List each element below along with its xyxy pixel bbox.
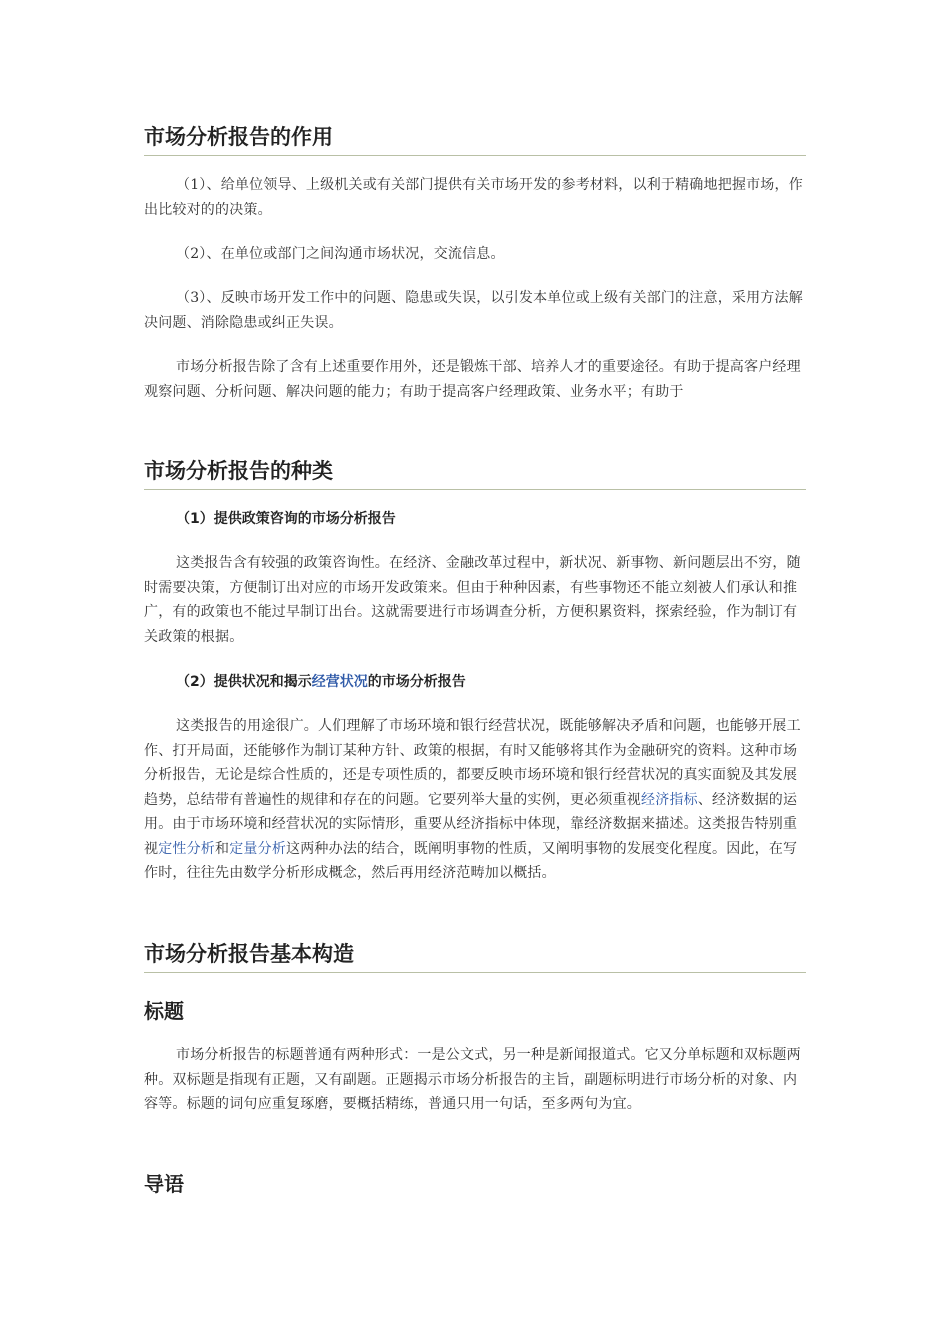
section-title-role: 市场分析报告的作用 (144, 122, 806, 156)
subheading-title: 标题 (144, 999, 184, 1023)
list-item-heading (176, 672, 806, 692)
section-title-types: 市场分析报告的种类 (144, 456, 806, 490)
link-business-status[interactable]: 经营状况 (311, 674, 368, 690)
paragraph: （3）、反映市场开发工作中的问题、隐患或失误，以引发本单位或上级有关部门的注意，采用方法解决问题、消除隐患或纠正失误。 (144, 290, 803, 331)
link-quantitative-analysis[interactable]: 定量分析 (229, 840, 287, 857)
paragraph: （2）、在单位或部门之间沟通市场状况，交流信息。 (176, 246, 505, 262)
subheading-lead: 导语 (144, 1172, 184, 1196)
item-text: （2）提供状况和揭示 (176, 674, 312, 690)
list-item-heading: （1）提供政策咨询的市场分析报告 (176, 511, 396, 527)
section-title-structure: 市场分析报告基本构造 (144, 939, 806, 973)
link-qualitative-analysis[interactable]: 定性分析 (158, 840, 216, 857)
paragraph: （1）、给单位领导、上级机关或有关部门提供有关市场开发的参考材料，以利于精确地把握市场，作出比较对的的决策。 (144, 177, 803, 218)
paragraph: 这类报告含有较强的政策咨询性。在经济、金融改革过程中，新状况、新事物、新问题层出不穷，随时需要决策，方便制订出对应的市场开发政策来。但由于种种因素，有些事物还不能立刻被人们承认和推广，有的政策也不能过早制订出台。这就需要进行市场调查分析，方便积累资料，探索经验，作为制订有关政策的根据。 (144, 555, 801, 645)
paragraph (144, 714, 806, 886)
paragraph: 市场分析报告的标题普通有两种形式：一是公文式，另一种是新闻报道式。它又分单标题和双标题两种。双标题是指现有正题，又有副题。正题揭示市场分析报告的主旨，副题标明进行市场分析的对象、内容等。标题的词句应重复琢磨，要概括精练，普通只用一句话，至多两句为宜。 (144, 1047, 801, 1112)
text-run: 这类报告的用途很广。人们理解了市场环境和银行经营状况，既能够解决矛盾和问题，也能够开展工作、打开局面，还能够作为制订某种方针、政策的根据，有时又能够将其作为金融研究的资料。这种市场分析报告，无论是综合性质的，还是专项性质的，都要反映市场环境和银行经营状况的真实面貌及其发展趋势，总结带有普遍性的规律和存在的问题。它要列举大量的实例，更必须重视 (144, 718, 801, 808)
paragraph: 市场分析报告除了含有上述重要作用外，还是锻炼干部、培养人才的重要途径。有助于提高客户经理观察问题、分析问题、解决问题的能力；有助于提高客户经理政策、业务水平；有助于 (144, 359, 801, 400)
item-text: 的市场分析报告 (367, 674, 466, 690)
text-run: 这两种办法的结合，既阐明事物的性质，又阐明事物的发展变化程度。因此，在写作时，往往先由数学分析形成概念，然后再用经济范畴加以概括。 (144, 840, 798, 881)
text-run: 、经济数据的运用。由于市场环境和经营状况的实际情形，重要从经济指标中体现，靠经济数据来描述。这类报告特别重视 (144, 791, 798, 857)
link-economic-indicators[interactable]: 经济指标 (641, 791, 698, 808)
text-run: 和 (215, 840, 230, 857)
